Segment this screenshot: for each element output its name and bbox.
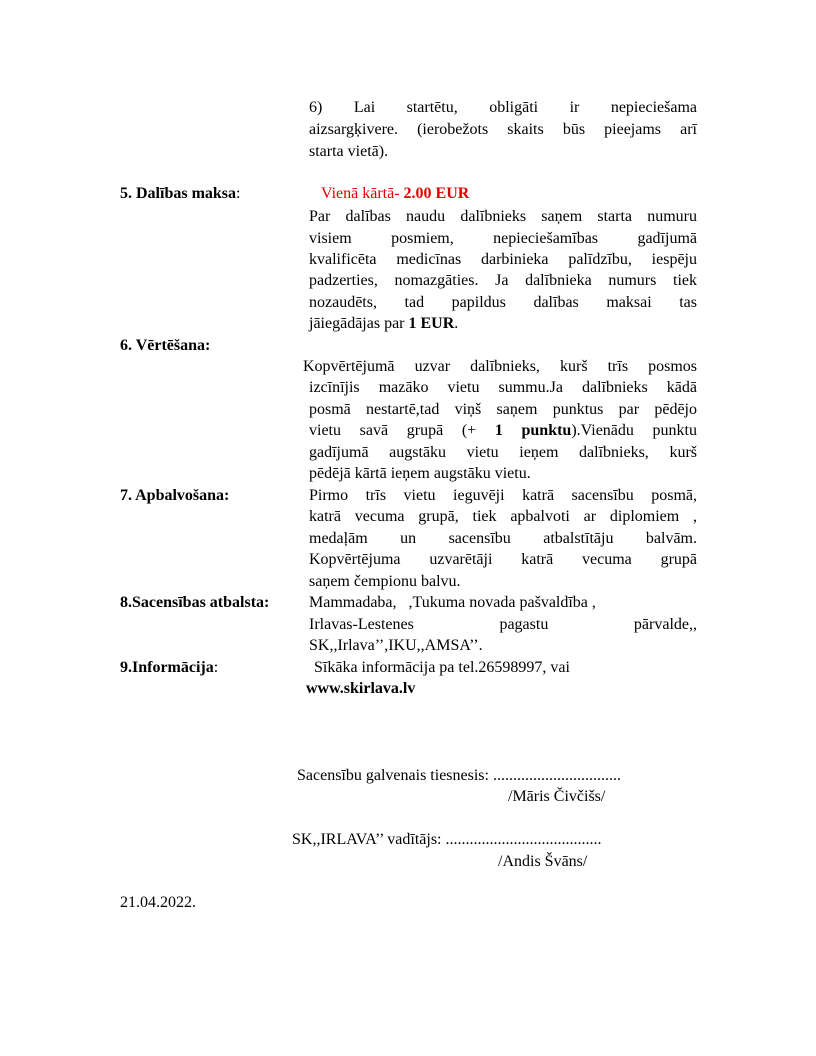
- document-date: 21.04.2022.: [120, 894, 196, 911]
- section-4-line-2: aizsargķivere. (ierobežots skaits būs pieejams arī: [309, 121, 697, 138]
- section-5-line-3: kvalificēta medicīnas darbinieka palīdzību, iespēju: [309, 251, 697, 268]
- section-5-line-2: visiem posmiem, nepieciešamības gadījumā: [309, 230, 697, 247]
- section-6-line-5: gadījumā augstāku vietu ieņem dalībnieks, kurš: [309, 444, 697, 461]
- leader-signature-line: SK,,IRLAVA’’ vadītājs: .......................................: [292, 831, 602, 848]
- section-9-heading-text: 9.Informācija: [120, 659, 214, 676]
- section-5-line-5: nozaudēts, tad papildus dalības maksai tas: [309, 294, 697, 311]
- section-8-line-1: Mammadaba, ,Tukuma novada pašvaldība ,: [309, 594, 596, 611]
- section-5-line-6-end: .: [454, 315, 459, 332]
- section-6-line-2: izcīnījis mazāko vietu summu.Ja dalībnieks kādā: [309, 379, 697, 396]
- section-5-line-1: Par dalības naudu dalībnieks saņem starta numuru: [309, 208, 697, 225]
- section-5-heading-text: 5. Dalības maksa: [120, 185, 237, 202]
- section-7-line-5: saņem čempionu balvu.: [309, 573, 461, 590]
- section-7-heading: 7. Apbalvošana:: [120, 487, 230, 504]
- section-8-line-3: SK,,Irlava’’,IKU,,AMSA’’.: [309, 637, 483, 654]
- section-8-heading: 8.Sacensības atbalsta:: [120, 594, 270, 611]
- section-5-line-4: padzerties, nomazgāties. Ja dalībnieka numurs tiek: [309, 272, 697, 289]
- section-7-line-4: Kopvērtējuma uzvarētāji katrā vecuma grupā: [309, 551, 697, 568]
- section-5-line-6: [309, 313, 458, 334]
- section-6-line-4-a: vietu savā grupā (+: [309, 422, 495, 439]
- section-6-line-6: pēdējā kārtā ieņem augstāku vietu.: [309, 465, 531, 482]
- contact-info: Sīkāka informācija pa tel.26598997, vai: [314, 659, 570, 676]
- judge-signature-line: Sacensību galvenais tiesnesis: ................................: [297, 767, 621, 784]
- website-link[interactable]: www.skirlava.lv: [306, 680, 416, 697]
- leader-name: /Andis Švāns/: [498, 853, 588, 870]
- section-5-heading: [120, 183, 240, 204]
- fee-amount: 2.00 EUR: [403, 185, 470, 202]
- section-4-line-3: starta vietā).: [309, 143, 389, 160]
- section-7-line-2: katrā vecuma grupā, tiek apbalvoti ar diplomiem ,: [309, 508, 697, 525]
- section-9-colon: :: [213, 659, 219, 676]
- fee-label: Vienā kārtā-: [321, 185, 404, 202]
- section-8-line-2: Irlavas-Lestenes pagastu pārvalde,,: [309, 616, 697, 633]
- section-6-heading: 6. Vērtēšana:: [120, 337, 211, 354]
- section-7-line-1: Pirmo trīs vietu ieguvēji katrā sacensību posmā,: [309, 487, 697, 504]
- penalty-points: 1 punktu: [494, 422, 572, 439]
- section-6-line-4: [309, 420, 697, 441]
- section-4-line-1: 6) Lai startētu, obligāti ir nepieciešama: [309, 99, 697, 116]
- participation-fee: [321, 183, 469, 204]
- section-6-line-4-b: ).Vienādu punktu: [571, 422, 698, 439]
- section-6-line-3: posmā nestartē,tad viņš saņem punktus par pēdējo: [309, 401, 697, 418]
- section-7-line-3: medaļām un sacensību atbalstītāju balvām.: [309, 530, 697, 547]
- section-9-heading: [120, 657, 218, 678]
- lost-number-fee: 1 EUR: [408, 315, 455, 332]
- section-5-colon: :: [236, 185, 241, 202]
- section-5-line-6-text: jāiegādājas par: [309, 315, 409, 332]
- section-6-line-1: Kopvērtējumā uzvar dalībnieks, kurš trīs posmos: [303, 358, 697, 375]
- judge-name: /Māris Čivčišs/: [508, 788, 606, 805]
